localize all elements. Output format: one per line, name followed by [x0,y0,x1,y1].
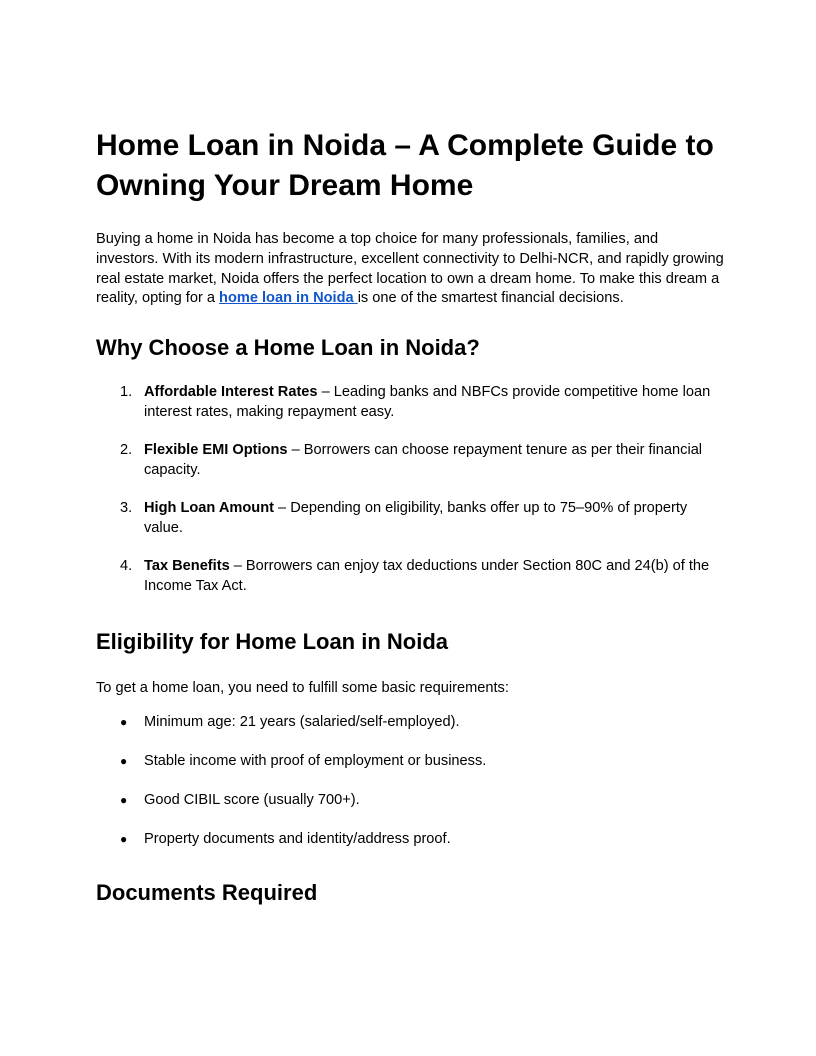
requirement-text: Stable income with proof of employment or business. [144,753,487,770]
list-item [96,440,724,480]
bullet-icon: ● [120,754,128,769]
home-loan-noida-link[interactable]: home loan in Noida [219,290,358,307]
benefit-title: Tax Benefits [144,558,230,575]
benefits-list [96,382,724,596]
bullet-icon: ● [120,832,128,847]
bullet-icon: ● [120,715,128,730]
list-item [96,498,724,538]
benefit-title: Flexible EMI Options [144,442,288,459]
intro-text-after: is one of the smartest financial decisions. [357,290,624,307]
eligibility-list [96,712,724,849]
list-number: 3. [120,500,133,517]
requirement-text: Good CIBIL score (usually 700+). [144,792,360,809]
benefit-title: Affordable Interest Rates [144,384,318,401]
eligibility-heading: Eligibility for Home Loan in Noida [96,629,449,655]
benefit-text: – Borrowers can choose repayment tenure as per their financial capacity. [144,442,703,479]
list-item [96,712,724,732]
bullet-icon: ● [120,793,128,808]
list-item [96,790,724,810]
list-item [96,751,724,771]
eligibility-intro: To get a home loan, you need to fulfill some basic requirements: [96,680,509,697]
benefit-text: – Depending on eligibility, banks offer up to 75–90% of property value. [144,500,688,537]
list-number: 2. [120,442,133,459]
list-item [96,556,724,596]
benefit-title: High Loan Amount [144,500,274,517]
benefit-text: – Borrowers can enjoy tax deductions under Section 80C and 24(b) of the Income Tax Act. [144,558,710,595]
list-item [96,382,724,422]
requirement-text: Property documents and identity/address proof. [144,831,451,848]
page-title: Home Loan in Noida – A Complete Guide to Owning Your Dream Home [96,129,714,202]
documents-heading: Documents Required [96,880,318,906]
list-number: 4. [120,558,133,575]
requirement-text: Minimum age: 21 years (salaried/self-employed). [144,714,460,731]
benefit-text: – Leading banks and NBFCs provide competitive home loan interest rates, making repayment easy. [144,384,711,421]
intro-text-before: Buying a home in Noida has become a top choice for many professionals, families, and investors. With its modern infrastructure, excellent connectivity to Delhi-NCR, and rapidly growing real estate market, Noida offers the perfect location to own a dream home. To make this dream a reality, opting for a [96,231,724,307]
document-content [96,126,724,907]
why-heading: Why Choose a Home Loan in Noida? [96,335,480,361]
intro-paragraph [96,230,724,309]
list-number: 1. [120,384,133,401]
list-item [96,829,724,849]
